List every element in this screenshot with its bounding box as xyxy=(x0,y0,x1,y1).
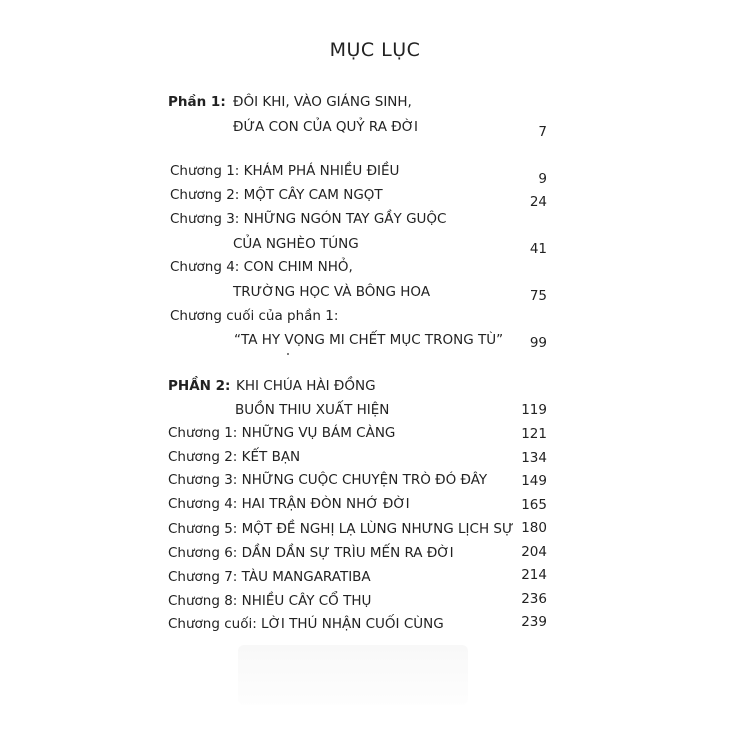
part1-chapter-3 xyxy=(170,211,446,227)
part2-final-chapter: Chương cuối: LỜI THÚ NHẬN CUỐI CÙNG xyxy=(168,616,444,632)
part2-label: PHẦN 2: xyxy=(168,378,231,394)
part1-chapter-4-line2: TRƯỜNG HỌC VÀ BÔNG HOA xyxy=(233,284,431,300)
part1-title-line2: ĐỨA CON CỦA QUỶ RA ĐỜI xyxy=(233,119,419,135)
chapter-prefix: Chương 3: xyxy=(170,211,244,227)
part1-chapter-4 xyxy=(170,259,353,275)
chapter-title: MỘT CÂY CAM NGỌT xyxy=(243,187,383,203)
part2-chapter-6: Chương 6: DẦN DẦN SỰ TRÌU MẾN RA ĐỜI xyxy=(168,545,454,561)
chapter-prefix: Chương 4: xyxy=(170,259,244,275)
part2-chapter-7-page: 214 xyxy=(521,567,547,583)
part2-title-line2: BUỒN THIU XUẤT HIỆN xyxy=(235,402,390,418)
part1-title-line1: ĐÔI KHI, VÀO GIÁNG SINH, xyxy=(233,94,412,110)
part1-page-number: 7 xyxy=(538,124,547,140)
part2-chapter-8: Chương 8: NHIỀU CÂY CỔ THỤ xyxy=(168,593,372,609)
part2-chapter-1-page: 121 xyxy=(521,426,547,442)
part1-final-chapter: Chương cuối của phần 1: xyxy=(170,308,339,324)
part1-chapter-1 xyxy=(170,163,399,179)
part2-chapter-7: Chương 7: TÀU MANGARATIBA xyxy=(168,569,371,585)
part2-final-chapter-page: 239 xyxy=(521,614,547,630)
part2-chapter-3: Chương 3: NHỮNG CUỘC CHUYỆN TRÒ ĐÓ ĐÂY xyxy=(168,472,488,488)
chapter-title: CON CHIM NHỎ, xyxy=(243,259,353,275)
part1-label: Phần 1: xyxy=(168,94,226,110)
faint-bleed-through xyxy=(238,645,468,705)
part2-page-number: 119 xyxy=(521,402,547,418)
page-title: MỤC LỤC xyxy=(329,39,421,61)
part2-chapter-8-page: 236 xyxy=(521,591,547,607)
chapter-title: KHÁM PHÁ NHIỀU ĐIỀU xyxy=(243,163,400,179)
part1-chapter-1-page: 9 xyxy=(538,171,547,187)
part2-chapter-1: Chương 1: NHỮNG VỤ BÁM CÀNG xyxy=(168,425,396,441)
part1-chapter-4-page: 75 xyxy=(529,288,547,304)
part1-chapter-3-page: 41 xyxy=(529,241,547,257)
chapter-prefix: Chương 2: xyxy=(170,187,244,203)
chapter-prefix: Chương 1: xyxy=(170,163,244,179)
print-speck xyxy=(287,353,289,355)
part2-chapter-4: Chương 4: HAI TRẬN ĐÒN NHỚ ĐỜI xyxy=(168,496,410,512)
part2-chapter-5-page: 180 xyxy=(521,520,547,536)
part2-chapter-4-page: 165 xyxy=(521,497,547,513)
part2-chapter-5: Chương 5: MỘT ĐỀ NGHỊ LẠ LÙNG NHƯNG LỊCH SỰ xyxy=(168,521,514,537)
part2-chapter-6-page: 204 xyxy=(521,544,547,560)
part2-chapter-2-page: 134 xyxy=(521,450,547,466)
part1-chapter-3-line2: CỦA NGHÈO TÚNG xyxy=(233,236,359,252)
chapter-title: NHỮNG NGÓN TAY GẦY GUỘC xyxy=(243,211,447,227)
part1-final-chapter-page: 99 xyxy=(529,335,547,351)
part2-chapter-3-page: 149 xyxy=(521,473,547,489)
part1-chapter-2 xyxy=(170,187,383,203)
part2-chapter-2: Chương 2: KẾT BẠN xyxy=(168,449,301,465)
part1-final-chapter-title: “TA HY VỌNG MI CHẾT MỤC TRONG TÙ” xyxy=(234,332,504,348)
part1-chapter-2-page: 24 xyxy=(529,194,547,210)
part2-title-line1: KHI CHÚA HÀI ĐỒNG xyxy=(236,378,376,394)
